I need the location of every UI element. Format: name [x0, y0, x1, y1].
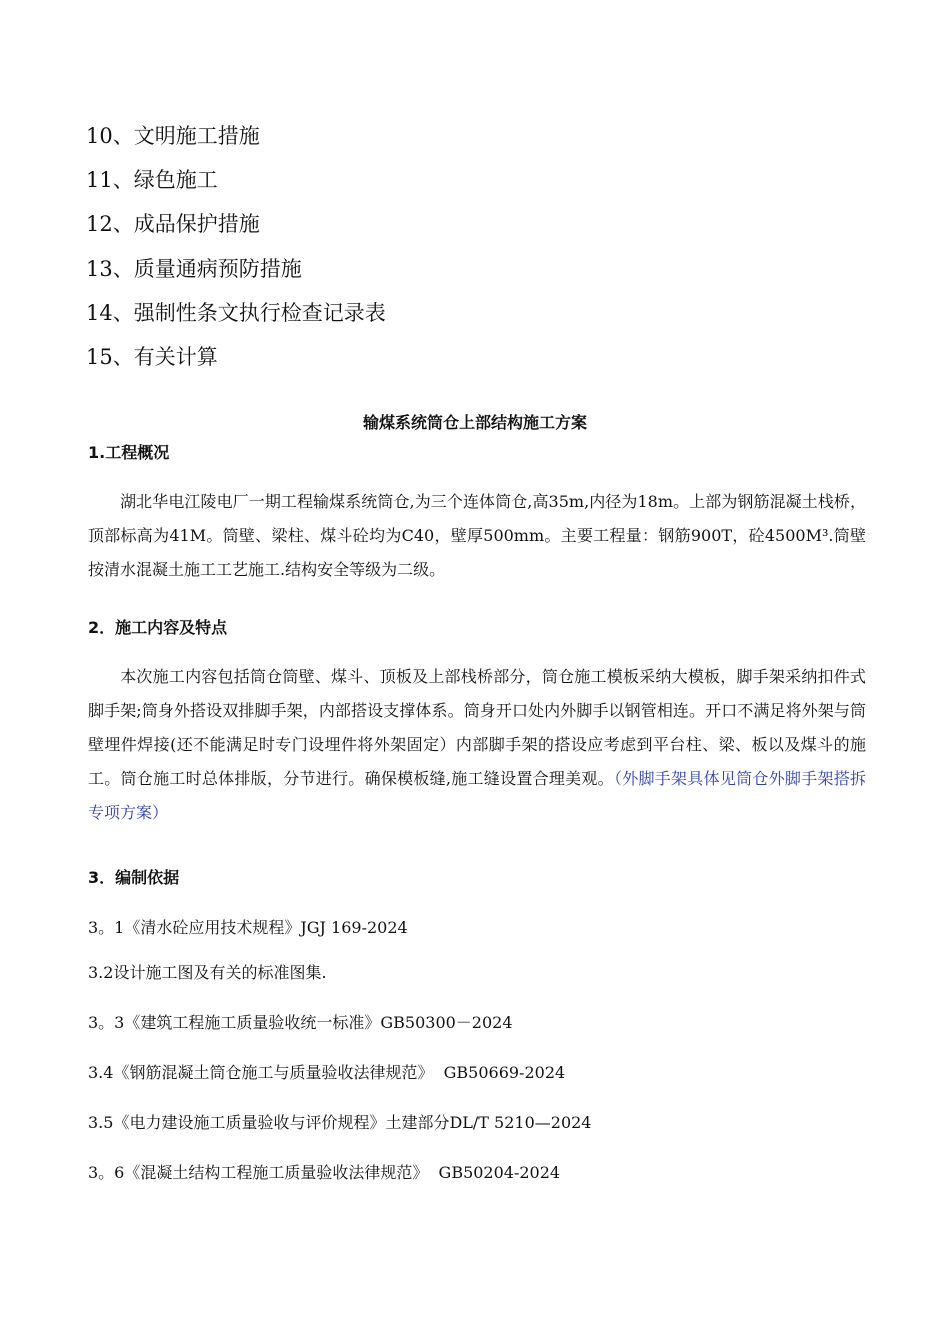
section-body-scope — [88, 660, 866, 830]
overview-text: 湖北华电江陵电厂一期工程输煤系统筒仓,为三个连体筒仓,高35m,内径为18m。上部为钢筋混凝土栈桥，顶部标高为41M。筒壁、梁柱、煤斗砼均为C40，壁厚500mm。主要工程量：钢筋900T，砼4500M³.筒壁按清水混凝土施工工艺施工.结构安全等级为二级。 — [88, 492, 866, 579]
section-heading-scope: 2．施工内容及特点 — [88, 618, 228, 637]
toc-item: 11、绿色施工 — [86, 168, 218, 192]
reference-item: 3.5《电力建设施工质量验收与评价规程》土建部分DL/T 5210—2024 — [88, 1113, 592, 1132]
reference-item: 3。3《建筑工程施工质量验收统一标准》GB50300－2024 — [88, 1013, 513, 1032]
section-heading-basis: 3．编制依据 — [88, 868, 180, 887]
reference-item: 3。6《混凝土结构工程施工质量验收法律规范》 GB50204-2024 — [88, 1163, 561, 1182]
scaffold-reference-note: （外脚手架具体见筒仓外脚手架搭拆专项方案） — [88, 769, 866, 822]
reference-item: 3。1《清水砼应用技术规程》JGJ 169-2024 — [88, 918, 408, 937]
scope-text: 本次施工内容包括筒仓筒壁、煤斗、顶板及上部栈桥部分，筒仓施工模板采纳大模板，脚手架采纳扣件式脚手架;筒身外搭设双排脚手架，内部搭设支撑体系。筒身开口处内外脚手以钢管相连。开口不满足将外架与筒壁埋件焊接(还不能满足时专门设埋件将外架固定）内部脚手架的搭设应考虑到平台柱、梁、板以及煤斗的施工。筒仓施工时总体排版，分节进行。确保模板缝,施工缝设置合理美观。 — [88, 667, 866, 788]
toc-item: 12、成品保护措施 — [86, 212, 260, 236]
document-title: 输煤系统筒仓上部结构施工方案 — [362, 413, 587, 432]
toc-item: 10、文明施工措施 — [86, 124, 260, 148]
reference-item: 3.4《钢筋混凝土筒仓施工与质量验收法律规范》 GB50669-2024 — [88, 1063, 566, 1082]
toc-item: 14、强制性条文执行检查记录表 — [86, 301, 386, 325]
reference-item: 3.2设计施工图及有关的标准图集. — [88, 963, 327, 982]
toc-item: 13、质量通病预防措施 — [86, 257, 302, 281]
section-body-overview — [88, 485, 866, 587]
toc-item: 15、有关计算 — [86, 345, 218, 369]
section-heading-overview: 1.工程概况 — [88, 443, 170, 462]
